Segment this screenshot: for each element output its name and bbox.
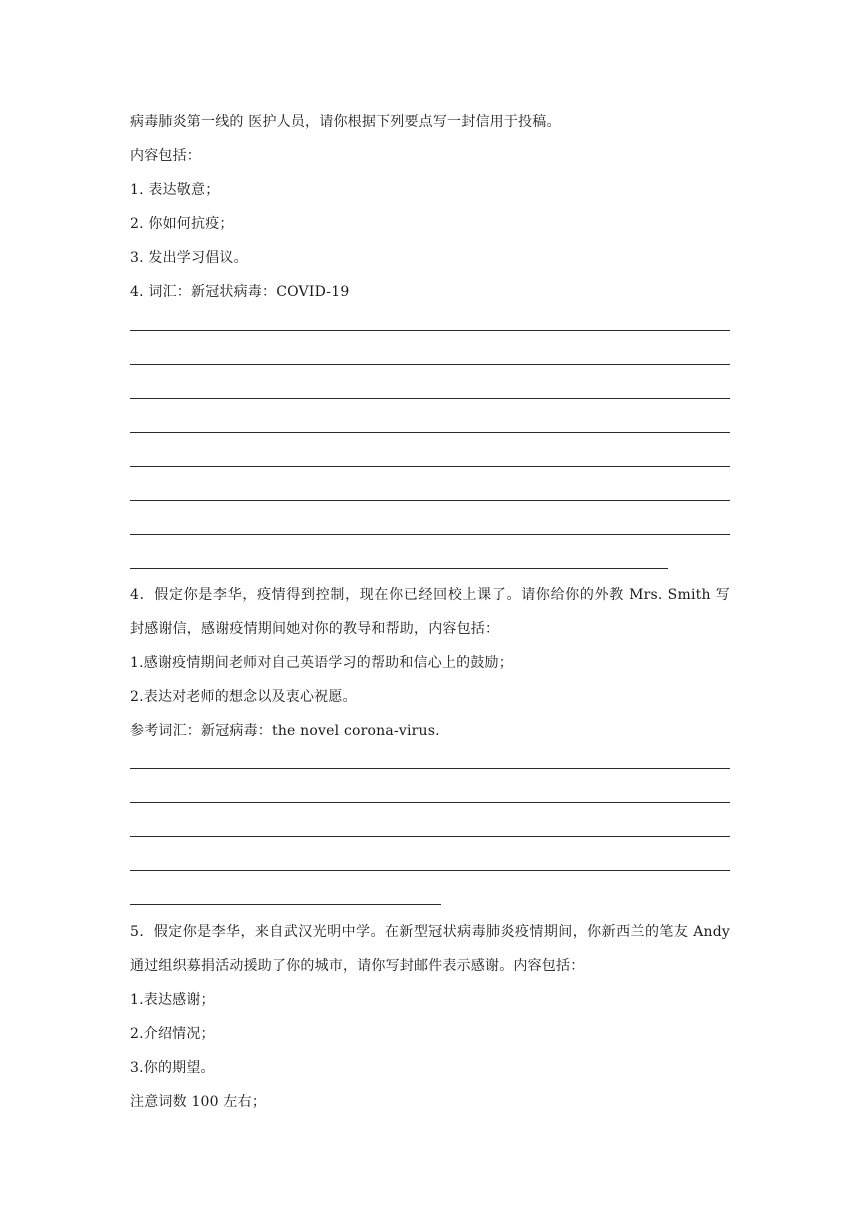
q3-intro-text: 病毒肺炎第一线的 医护人员，请你根据下列要点写一封信用于投稿。	[130, 114, 561, 130]
q4-prompt-line-2: 封感谢信，感谢疫情期间她对你的教导和帮助，内容包括：	[130, 621, 500, 637]
q4-vocab: 参考词汇：新冠病毒：the novel corona-virus.	[130, 723, 440, 739]
q5-prompt-line-2: 通过组织募捐活动援助了你的城市，请你写封邮件表示感谢。内容包括：	[130, 958, 585, 974]
q4-point-2: 2.表达对老师的想念以及衷心祝愿。	[130, 689, 357, 705]
q5-point-3: 3.你的期望。	[130, 1060, 215, 1076]
q3-answer-line-3[interactable]	[130, 398, 730, 399]
q4-answer-line-4[interactable]	[130, 870, 730, 871]
q5-point-1: 1.表达感谢；	[130, 992, 215, 1008]
q3-answer-line-7[interactable]	[130, 534, 730, 535]
q5-word-count-note: 注意词数 100 左右；	[130, 1094, 267, 1110]
q3-answer-line-2[interactable]	[130, 364, 730, 365]
q3-answer-line-1[interactable]	[130, 330, 730, 331]
q4-prompt-line-1: 4．假定你是李华，疫情得到控制，现在你已经回校上课了。请你给你的外教 Mrs. Smith 写	[130, 587, 730, 603]
q3-answer-line-5[interactable]	[130, 466, 730, 467]
q5-point-2: 2.介绍情况；	[130, 1026, 215, 1042]
q3-point-1: 1. 表达敬意；	[130, 182, 220, 198]
q3-answer-line-8[interactable]	[130, 568, 668, 569]
q3-answer-line-6[interactable]	[130, 500, 730, 501]
q4-answer-line-5[interactable]	[130, 904, 441, 905]
document-page	[130, 0, 730, 1216]
q4-point-1: 1.感谢疫情期间老师对自己英语学习的帮助和信心上的鼓励；	[130, 655, 513, 671]
q5-prompt-line-1: 5．假定你是李华，来自武汉光明中学。在新型冠状病毒肺炎疫情期间，你新西兰的笔友 Andy	[130, 924, 730, 940]
q3-point-4: 4. 词汇：新冠状病毒：COVID-19	[130, 284, 350, 300]
q3-answer-line-4[interactable]	[130, 432, 730, 433]
q4-answer-line-2[interactable]	[130, 802, 730, 803]
q4-answer-line-3[interactable]	[130, 836, 730, 837]
q3-content-heading: 内容包括：	[130, 148, 201, 164]
q3-point-3: 3. 发出学习倡议。	[130, 250, 248, 266]
q4-answer-line-1[interactable]	[130, 768, 730, 769]
q3-point-2: 2. 你如何抗疫；	[130, 216, 234, 232]
